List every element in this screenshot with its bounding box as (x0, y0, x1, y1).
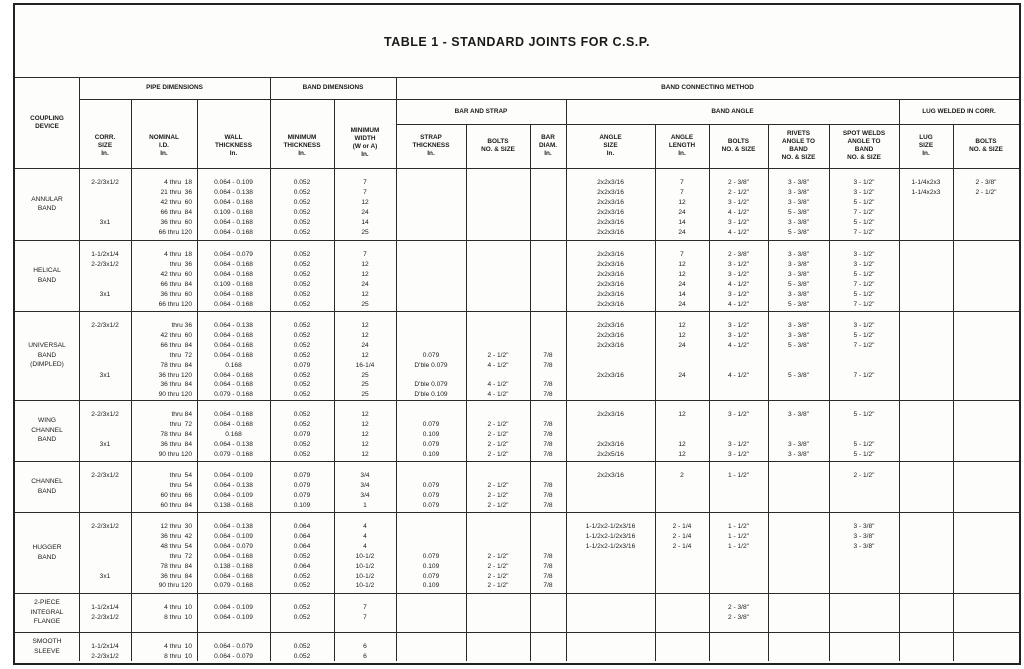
row-divider (15, 632, 1019, 633)
cell-min-thk: 0.052 0.052 0.079 0.052 0.052 (293, 411, 311, 458)
cell-nominal: 4 thru 18 thru 36 42 thru 60 66 thru 84 36 thru 60 66 thru 120 (158, 251, 192, 308)
cell-bolts-bar: 2 - 1/2" 4 - 1/2" 4 - 1/2" 4 - 1/2" (487, 351, 509, 399)
header-lug-size: LUG SIZE In. (918, 134, 934, 157)
cell-bolts-bar: 2 - 1/2" 2 - 1/2" 2 - 1/2" (487, 481, 509, 509)
cell-min-thk: 0.079 0.079 0.079 0.109 (293, 472, 311, 509)
column-divider (953, 124, 954, 661)
coupling-device-name: CHANNEL BAND (31, 478, 63, 495)
cell-angle-len: 2 - 1/4 2 - 1/4 2 - 1/4 (672, 523, 692, 550)
header-spot-welds-angle-to-band: SPOT WELDS ANGLE TO BAND NO. & SIZE (842, 130, 886, 161)
cell-angle-size: 2x2x3/16 2x2x3/16 2x2x3/16 2x2x3/16 2x2x3/16 2x2x3/16 (597, 251, 624, 308)
cell-corr: 1-1/2x1/4 2-2/3x1/2 (91, 643, 119, 660)
cell-rivets: 3 - 3/8" 3 - 3/8" 3 - 3/8" 5 - 3/8" 3 - 3/8" 5 - 3/8" (787, 251, 810, 308)
cell-corr: 2-2/3x1/2 3x1 (91, 411, 119, 448)
row-divider (15, 593, 1019, 594)
cell-bar-diam: 7/8 7/8 7/8 7/8 (543, 351, 553, 399)
cell-bar-diam: 7/8 7/8 7/8 7/8 (543, 552, 553, 590)
cell-bar-diam: 7/8 7/8 7/8 7/8 (543, 420, 553, 458)
cell-lug-size: 1-1/4x2x3 1-1/4x2x3 (911, 179, 941, 196)
cell-spot: 5 - 1/2" 5 - 1/2" 5 - 1/2" (853, 411, 875, 458)
cell-spot: 3 - 3/8" 3 - 3/8" 3 - 3/8" (853, 523, 875, 550)
header-minimum-width: MINIMUM WIDTH (W or A) In. (350, 127, 380, 158)
cell-bolts-angle: 1 - 1/2" 1 - 1/2" 1 - 1/2" (727, 523, 750, 550)
cell-wall: 0.064 - 0.079 0.064 - 0.079 (214, 643, 253, 660)
header-bar-and-strap: BAR AND STRAP (454, 107, 508, 115)
cell-strap: 0.079 0.109 0.079 0.109 (422, 420, 440, 458)
header-pipe-dimensions: PIPE DIMENSIONS (146, 84, 203, 91)
cell-spot: 3 - 1/2" 3 - 1/2" 5 - 1/2" 7 - 1/2" 5 - 1/2" 7 - 1/2" (853, 251, 875, 308)
standard-joints-table (13, 3, 1021, 665)
cell-rivets: 3 - 3/8" 3 - 3/8" 5 - 3/8" 5 - 3/8" (787, 322, 810, 379)
cell-angle-len: 7 12 12 24 14 24 (678, 251, 686, 308)
coupling-device-name: HELICAL BAND (33, 267, 61, 284)
cell-bolts-lug: 2 - 3/8" 2 - 1/2" (975, 179, 997, 196)
row-divider (15, 240, 1019, 241)
table-title: TABLE 1 - STANDARD JOINTS FOR C.S.P. (384, 35, 650, 49)
cell-wall: 0.064 - 0.109 0.064 - 0.138 0.064 - 0.109 0.138 - 0.168 (214, 472, 253, 509)
coupling-device-name: 2-PIECE INTEGRAL FLANGE (30, 599, 64, 626)
cell-min-w: 7 12 12 24 12 25 (361, 251, 369, 308)
cell-angle-size: 2x2x3/16 2x2x3/16 2x2x5/16 (597, 411, 624, 458)
cell-wall: 0.064 - 0.109 0.064 - 0.138 0.064 - 0.168 0.109 - 0.168 0.064 - 0.168 0.064 - 0.168 (214, 179, 253, 236)
header-strap-thickness: STRAP THICKNESS In. (412, 134, 450, 157)
cell-bolts-angle: 3 - 1/2" 3 - 1/2" 4 - 1/2" 4 - 1/2" (727, 322, 750, 379)
coupling-device-name: ANNULAR BAND (31, 195, 63, 212)
header-wall-thickness: WALL THICKNESS In. (215, 134, 252, 157)
cell-angle-size: 2x2x3/16 (597, 472, 624, 479)
cell-nominal: 12 thru 30 36 thru 42 48 thru 54 thru 72 78 thru 84 36 thru 84 90 thru 120 (158, 523, 192, 590)
cell-wall: 0.064 - 0.109 0.064 - 0.109 (214, 604, 253, 621)
cell-corr: 2-2/3x1/2 3x1 (91, 322, 119, 379)
cell-nominal: 4 thru 10 8 thru 10 (164, 643, 192, 660)
cell-strap: 0.079 0.109 0.079 0.109 (422, 552, 440, 590)
header-coupling-device: COUPLING DEVICE (30, 114, 64, 130)
cell-min-thk: 0.052 0.052 0.052 0.052 0.052 0.052 (293, 179, 311, 236)
cell-corr: 1-1/2x1/4 2-2/3x1/2 3x1 (91, 251, 119, 298)
cell-min-w: 4 4 4 10-1/2 10-1/2 10-1/2 10-1/2 (355, 523, 375, 590)
cell-spot: 3 - 1/2" 3 - 1/2" 5 - 1/2" 7 - 1/2" 5 - 1/2" 7 - 1/2" (853, 179, 875, 236)
cell-bolts-angle: 2 - 3/8" 2 - 1/2" 3 - 1/2" 4 - 1/2" 3 - 1/2" 4 - 1/2" (727, 179, 750, 236)
cell-bolts-bar: 2 - 1/2" 2 - 1/2" 2 - 1/2" 2 - 1/2" (487, 420, 509, 458)
cell-wall: 0.064 - 0.168 0.064 - 0.168 0.168 0.064 - 0.138 0.079 - 0.168 (214, 411, 253, 458)
cell-corr: 2-2/3x1/2 3x1 (91, 523, 119, 580)
cell-nominal: thru 54 thru 54 60 thru 66 60 thru 84 (160, 472, 192, 509)
row-divider (15, 311, 1019, 312)
cell-min-w: 7 7 (363, 604, 367, 621)
cell-nominal: 4 thru 18 21 thru 36 42 thru 60 66 thru 84 36 thru 60 66 thru 120 (158, 179, 192, 236)
cell-angle-len: 7 7 12 24 14 24 (678, 179, 686, 236)
header-band-angle: BAND ANGLE (711, 107, 754, 115)
header-minimum-thickness: MINIMUM THICKNESS In. (283, 134, 321, 157)
cell-bolts-angle: 2 - 3/8" 2 - 3/8" (727, 604, 750, 621)
cell-nominal: thru 84 thru 72 78 thru 84 36 thru 84 90 thru 120 (158, 411, 192, 458)
cell-rivets: 3 - 3/8" 3 - 3/8" 3 - 3/8" (787, 411, 810, 458)
cell-min-w: 7 7 12 24 14 25 (361, 179, 369, 236)
header-corr-size: CORR. SIZE In. (94, 134, 116, 157)
header-lug-welded: LUG WELDED IN CORR. (922, 107, 996, 115)
cell-min-w: 3/4 3/4 3/4 1 (360, 472, 370, 509)
cell-spot: 2 - 1/2" (853, 472, 875, 479)
cell-angle-size: 2x2x3/16 2x2x3/16 2x2x3/16 2x2x3/16 2x2x3/16 2x2x3/16 (597, 179, 624, 236)
cell-wall: 0.064 - 0.138 0.064 - 0.109 0.064 - 0.079 0.064 - 0.168 0.138 - 0.168 0.064 - 0.168 0.079 - 0.168 (214, 523, 253, 590)
coupling-device-name: SMOOTH SLEEVE (32, 638, 62, 655)
header-band-connecting-method: BAND CONNECTING METHOD (661, 84, 754, 91)
cell-wall: 0.064 - 0.138 0.064 - 0.168 0.064 - 0.168 0.064 - 0.168 0.168 0.064 - 0.168 0.064 - 0.168 0.079 - 0.168 (214, 322, 253, 399)
cell-strap: 0.079 0.079 0.079 (422, 481, 440, 509)
cell-min-thk: 0.064 0.064 0.064 0.052 0.064 0.052 0.052 (293, 523, 311, 590)
cell-min-thk: 0.052 0.052 (293, 604, 311, 621)
header-nominal-id: NOMINAL I.D. In. (149, 134, 179, 157)
cell-nominal: thru 36 42 thru 60 66 thru 84 thru 72 78 thru 84 36 thru 120 36 thru 84 90 thru 120 (158, 322, 192, 399)
header-rivets-angle-to-band: RIVETS ANGLE TO BAND NO. & SIZE (781, 130, 816, 161)
header-angle-length: ANGLE LENGTH In. (668, 134, 696, 157)
header-bolts-angle: BOLTS NO. & SIZE (721, 138, 756, 153)
cell-min-w: 12 12 24 12 16-1/4 25 25 25 (355, 322, 375, 399)
header-bolts-lug: BOLTS NO. & SIZE (969, 138, 1003, 153)
row-divider (15, 512, 1019, 513)
cell-bolts-angle: 2 - 3/8" 3 - 1/2" 3 - 1/2" 4 - 1/2" 3 - 1/2" 4 - 1/2" (727, 251, 750, 308)
cell-bolts-angle: 1 - 1/2" (727, 472, 750, 479)
cell-bar-diam: 7/8 7/8 7/8 (543, 481, 553, 509)
cell-min-thk: 0.052 0.052 0.052 0.052 0.052 0.052 (293, 251, 311, 308)
cell-angle-len: 12 12 24 24 (678, 322, 686, 379)
coupling-device-name: WING CHANNEL BAND (31, 417, 63, 444)
cell-corr: 2-2/3x1/2 3x1 (91, 179, 119, 226)
row-divider (15, 461, 1019, 462)
cell-min-w: 6 6 (363, 643, 367, 660)
cell-bolts-bar: 2 - 1/2" 2 - 1/2" 2 - 1/2" 2 - 1/2" (487, 552, 509, 590)
cell-angle-size: 1-1/2x2-1/2x3/16 1-1/2x2-1/2x3/16 1-1/2x2-1/2x3/16 (585, 523, 636, 550)
cell-strap: 0.079 D'ble 0.079 D'ble 0.079 D'ble 0.109 (414, 351, 448, 399)
coupling-device-name: HUGGER BAND (32, 544, 62, 561)
cell-min-thk: 0.052 0.052 0.052 0.052 0.079 0.052 0.052 0.052 (293, 322, 311, 399)
cell-rivets: 3 - 3/8" 3 - 3/8" 3 - 3/8" 5 - 3/8" 3 - 3/8" 5 - 3/8" (787, 179, 810, 236)
cell-min-thk: 0.052 0.052 (293, 643, 311, 660)
header-angle-size: ANGLE SIZE In. (599, 134, 622, 157)
cell-wall: 0.064 - 0.079 0.064 - 0.168 0.064 - 0.168 0.109 - 0.168 0.064 - 0.168 0.064 - 0.168 (214, 251, 253, 308)
header-band-dimensions: BAND DIMENSIONS (302, 84, 364, 91)
cell-bolts-angle: 3 - 1/2" 3 - 1/2" 3 - 1/2" (727, 411, 750, 458)
cell-corr: 1-1/2x1/4 2-2/3x1/2 (91, 604, 119, 621)
cell-angle-len: 12 12 12 (678, 411, 686, 458)
cell-spot: 3 - 1/2" 5 - 1/2" 7 - 1/2" 7 - 1/2" (853, 322, 875, 379)
cell-angle-size: 2x2x3/16 2x2x3/16 2x2x3/16 2x2x3/16 (597, 322, 624, 379)
cell-angle-len: 2 (680, 472, 684, 479)
header-bar-diameter: BAR DIAM. In. (538, 134, 558, 157)
cell-corr: 2-2/3x1/2 (91, 472, 119, 479)
row-divider (15, 168, 1019, 169)
cell-nominal: 4 thru 10 8 thru 10 (164, 604, 192, 621)
cell-min-w: 12 12 12 12 12 (361, 411, 369, 458)
header-bolts-bar-strap: BOLTS NO. & SIZE (481, 138, 515, 153)
coupling-device-name: UNIVERSAL BAND (DIMPLED) (28, 342, 66, 369)
